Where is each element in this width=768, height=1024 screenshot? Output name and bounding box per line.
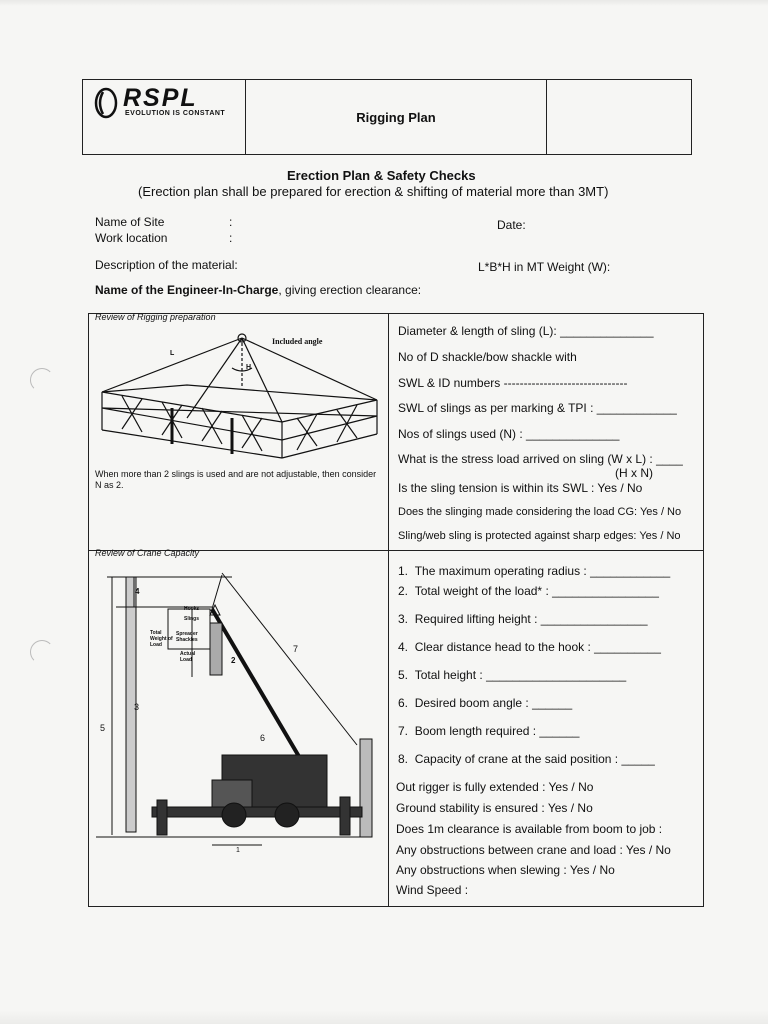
crane-label-6: 6 [260,733,266,743]
crane-label-2: 2 [231,656,236,665]
date-label: Date: [497,218,526,232]
crane-item [398,696,572,710]
item-number: 7. [398,724,409,738]
crane-check: Any obstructions between crane and load : Yes / No [396,843,671,857]
document-title: Rigging Plan [246,80,547,154]
work-location-colon: : [229,231,233,245]
item-text: Capacity of crane at the said position : _____ [414,752,655,766]
crane-item [398,584,659,598]
rigging-item: Is the sling tension is within its SWL : Yes / No [398,481,643,495]
item-number: 1. [398,564,409,578]
rigging-item: Sling/web sling is protected against sharp edges: Yes / No [398,530,681,542]
description-label: Description of the material: [95,258,238,272]
engineer-label-rest: , giving erection clearance: [278,283,422,297]
rigging-item: Does the slinging made considering the load CG: Yes / No [398,506,682,518]
rigging-item: SWL & ID numbers ------------------------------- [398,376,628,390]
crane-check: Does 1m clearance is available from boom to job : [396,822,663,836]
engineer-label [95,283,421,297]
rigging-note: When more than 2 slings is used and are not adjustable, then consider N as 2. [95,469,377,490]
crane-label-spreader: Spreader [176,631,198,637]
crane-label-7: 7 [293,644,299,654]
crane-label-total-weight: Total Weight of Load [150,630,173,648]
item-number: 3. [398,612,409,626]
crane-label-shackles: Shackles [176,637,198,643]
item-text: Desired boom angle : ______ [414,696,573,710]
rigging-item: No of D shackle/bow shackle with [398,350,577,364]
crane-check: Out rigger is fully extended : Yes / No [396,780,594,794]
crane-label-5: 5 [100,723,106,733]
company-logo [83,80,246,154]
rigging-item: Nos of slings used (N) : ______________ [398,427,620,441]
logo-icon [91,86,121,120]
item-text: Total height : _____________________ [414,668,627,682]
hole-punch-mark [30,640,54,664]
rigging-item: Diameter & length of sling (L): ______________ [398,324,654,338]
diagram-label-l: L [170,350,175,357]
section-heading: Erection Plan & Safety Checks [287,168,476,183]
rigging-item-denominator: (H x N) [615,466,653,480]
item-text: Boom length required : ______ [414,724,580,738]
document-header [82,79,692,155]
crane-item [398,564,670,578]
item-text: Total weight of the load* : ________________ [414,584,659,598]
crane-section-title: Review of Crane Capacity [95,548,200,558]
section-subheading: (Erection plan shall be prepared for erection & shifting of material more than 3MT) [138,184,609,199]
item-number: 5. [398,668,409,682]
crane-label-4: 4 [135,587,140,596]
item-number: 4. [398,640,409,654]
table-divider-vertical [388,314,389,906]
site-colon: : [229,215,233,229]
rigging-diagram [92,330,382,465]
dimensions-label: L*B*H in MT Weight (W): [478,260,611,274]
crane-label-1: 1 [236,847,240,854]
item-number: 2. [398,584,409,598]
site-label: Name of Site [95,215,165,229]
crane-label-hooks: Hooks [184,606,200,612]
crane-item [398,752,655,766]
crane-check: Ground stability is ensured : Yes / No [396,801,593,815]
diagram-label-h: H [246,364,252,371]
hole-punch-mark [30,368,54,392]
crane-item [398,724,579,738]
item-number: 6. [398,696,409,710]
work-location-label: Work location [95,231,168,245]
item-text: Required lifting height : ________________ [414,612,648,626]
crane-item [398,668,626,682]
crane-label-3: 3 [134,702,140,712]
rigging-item: SWL of slings as per marking & TPI : ____________ [398,401,677,415]
logo-text: RSPL [123,84,198,112]
rigging-item: What is the stress load arrived on sling (W x L) : ____ [398,452,683,466]
crane-label-actual-load: Actual Load [180,651,196,663]
header-blank-cell [547,80,691,154]
crane-check: Any obstructions when slewing : Yes / No [396,863,615,877]
crane-label-slings: Slings [184,616,200,622]
crane-item [398,612,648,626]
crane-check: Wind Speed : [396,883,469,897]
engineer-label-bold: Name of the Engineer-In-Charge [95,283,279,297]
item-number: 8. [398,752,409,766]
rigging-section-title: Review of Rigging preparation [95,312,216,322]
diagram-label-included-angle: Included angle [272,337,323,346]
item-text: Clear distance head to the hook : __________ [414,640,661,654]
item-text: The maximum operating radius : ____________ [414,564,671,578]
logo-tagline: EVOLUTION IS CONSTANT [125,110,226,117]
crane-item [398,640,661,654]
